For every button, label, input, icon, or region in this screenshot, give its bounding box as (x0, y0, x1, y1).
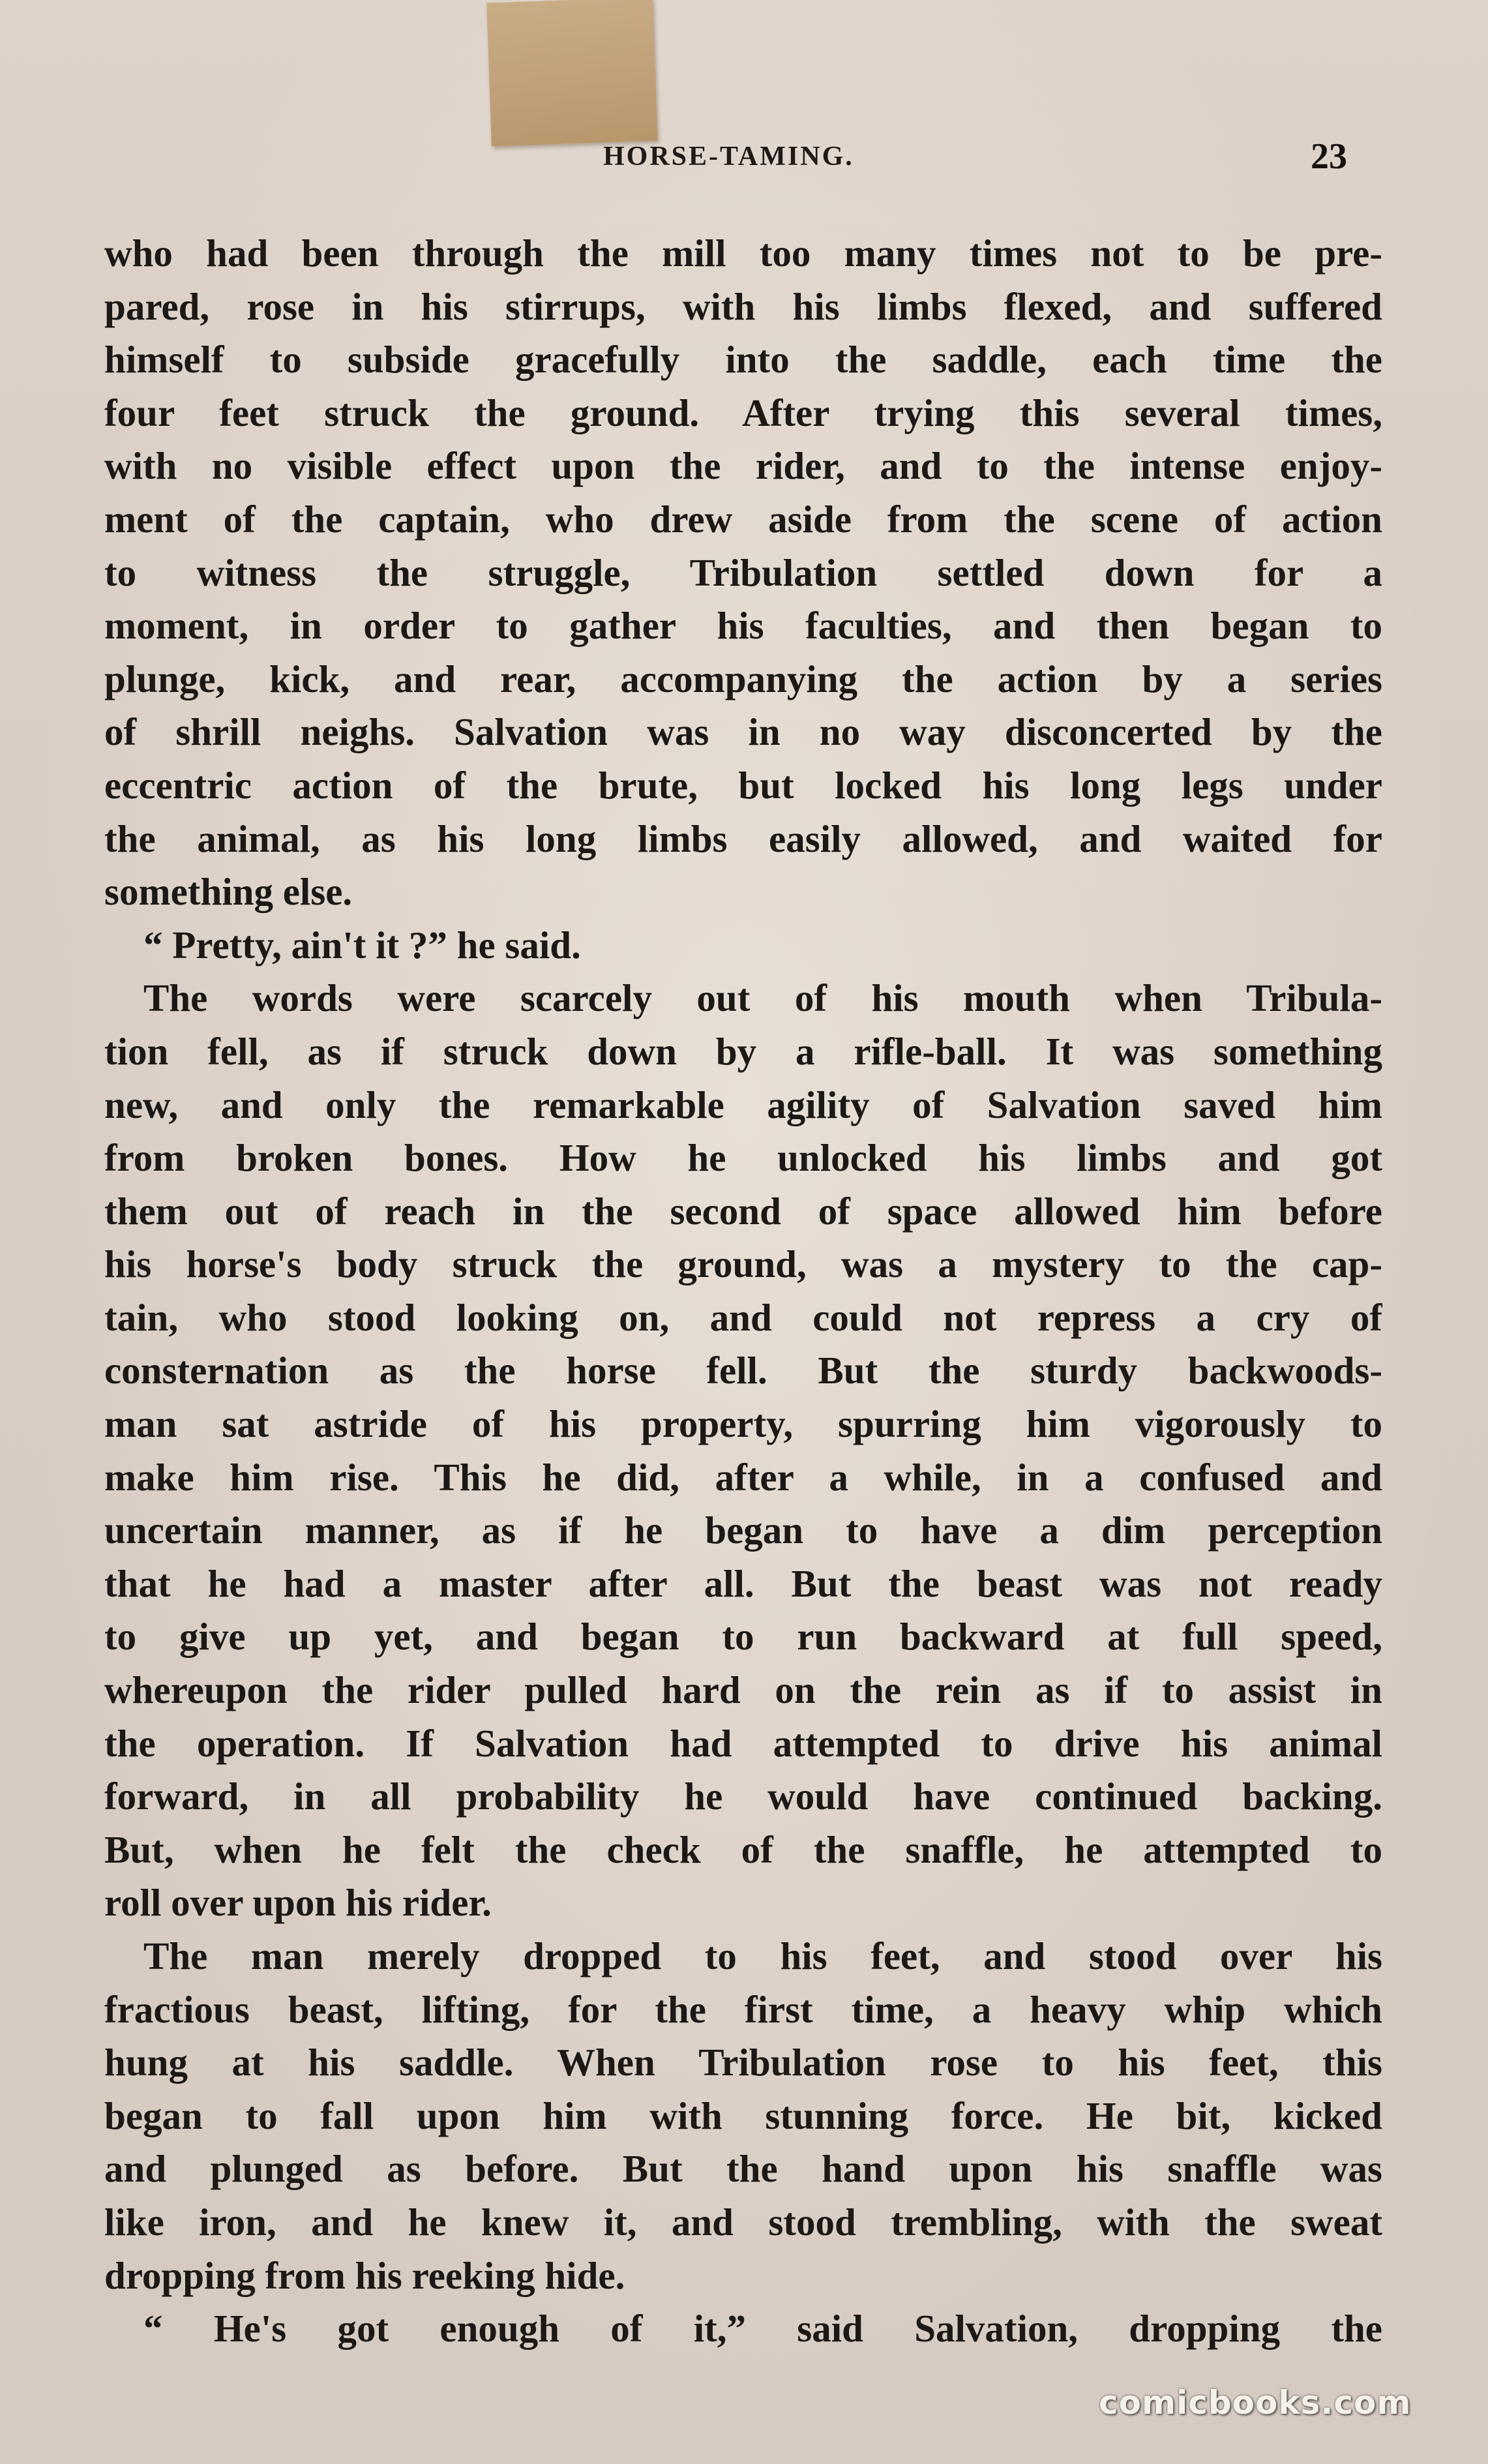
text-line: forward, in all probability he would have continued backing. (104, 1775, 1382, 1818)
text-line: began to fall upon him with stunning force. He bit, kicked (104, 2094, 1382, 2137)
text-line: the animal, as his long limbs easily allowed, and waited for (104, 817, 1382, 860)
text-line: consternation as the horse fell. But the sturdy backwoods- (104, 1349, 1382, 1392)
text-line: eccentric action of the brute, but locked his long legs under (104, 763, 1382, 807)
text-line: dropping from his reeking hide. (104, 2253, 625, 2297)
text-line: make him rise. This he did, after a while, in a confused and (104, 1455, 1382, 1499)
text-line: to witness the struggle, Tribulation settled down for a (104, 550, 1382, 594)
text-line: whereupon the rider pulled hard on the rein as if to assist in (104, 1668, 1382, 1712)
text-line: plunge, kick, and rear, accompanying the action by a series (104, 657, 1382, 700)
text-line: with no visible effect upon the rider, and to the intense enjoy- (104, 444, 1382, 488)
text-line: to give up yet, and began to run backward at full speed, (104, 1615, 1382, 1659)
running-head: HORSE-TAMING. (603, 142, 854, 172)
text-line: fractious beast, lifting, for the first time, a heavy whip which (104, 1987, 1382, 2031)
text-line: of shrill neighs. Salvation was in no way disconcerted by the (104, 710, 1382, 754)
page-number: 23 (1311, 136, 1347, 177)
text-line: moment, in order to gather his faculties, and then began to (104, 604, 1382, 648)
text-line: tain, who stood looking on, and could not repress a cry of (104, 1295, 1382, 1339)
text-line: new, and only the remarkable agility of Salvation saved him (104, 1083, 1382, 1126)
text-line: tion fell, as if struck down by a rifle-ball. It was something (104, 1029, 1382, 1073)
tape-strip (486, 0, 658, 146)
text-line: himself to subside gracefully into the saddle, each time the (104, 338, 1382, 382)
text-line: But, when he felt the check of the snaffle, he attempted to (104, 1827, 1382, 1871)
text-line: like iron, and he knew it, and stood trembling, with the sweat (104, 2200, 1382, 2244)
text-line: The man merely dropped to his feet, and stood over his (143, 1934, 1382, 1977)
text-line: who had been through the mill too many times not to be pre- (104, 232, 1382, 275)
text-line: from broken bones. How he unlocked his limbs and got (104, 1136, 1382, 1180)
text-line: that he had a master after all. But the beast was not ready (104, 1561, 1382, 1605)
text-line: “ He's got enough of it,” said Salvation, dropping the (143, 2307, 1382, 2351)
text-line: man sat astride of his property, spurring him vigorously to (104, 1402, 1382, 1446)
text-line: “ Pretty, ain't it ?” he said. (143, 923, 581, 967)
text-line: and plunged as before. But the hand upon his snaffle was (104, 2147, 1382, 2191)
text-line: his horse's body struck the ground, was a mystery to the cap- (104, 1242, 1382, 1286)
watermark: comicbooks.com (1099, 2384, 1412, 2422)
body-text (104, 227, 1382, 2356)
text-line: pared, rose in his stirrups, with his limbs flexed, and suffered (104, 284, 1382, 328)
text-line: four feet struck the ground. After trying this several times, (104, 391, 1382, 434)
text-line: the operation. If Salvation had attempted to drive his animal (104, 1721, 1382, 1765)
page-header (0, 136, 1488, 175)
text-line: ment of the captain, who drew aside from the scene of action (104, 497, 1382, 541)
text-line: roll over upon his rider. (104, 1881, 492, 1925)
text-line: uncertain manner, as if he began to have a dim perception (104, 1509, 1382, 1552)
text-line: The words were scarcely out of his mouth when Tribula- (143, 976, 1382, 1020)
text-line: them out of reach in the second of space allowed him before (104, 1189, 1382, 1233)
text-line: something else. (104, 870, 353, 914)
text-line: hung at his saddle. When Tribulation rose to his feet, this (104, 2041, 1382, 2084)
